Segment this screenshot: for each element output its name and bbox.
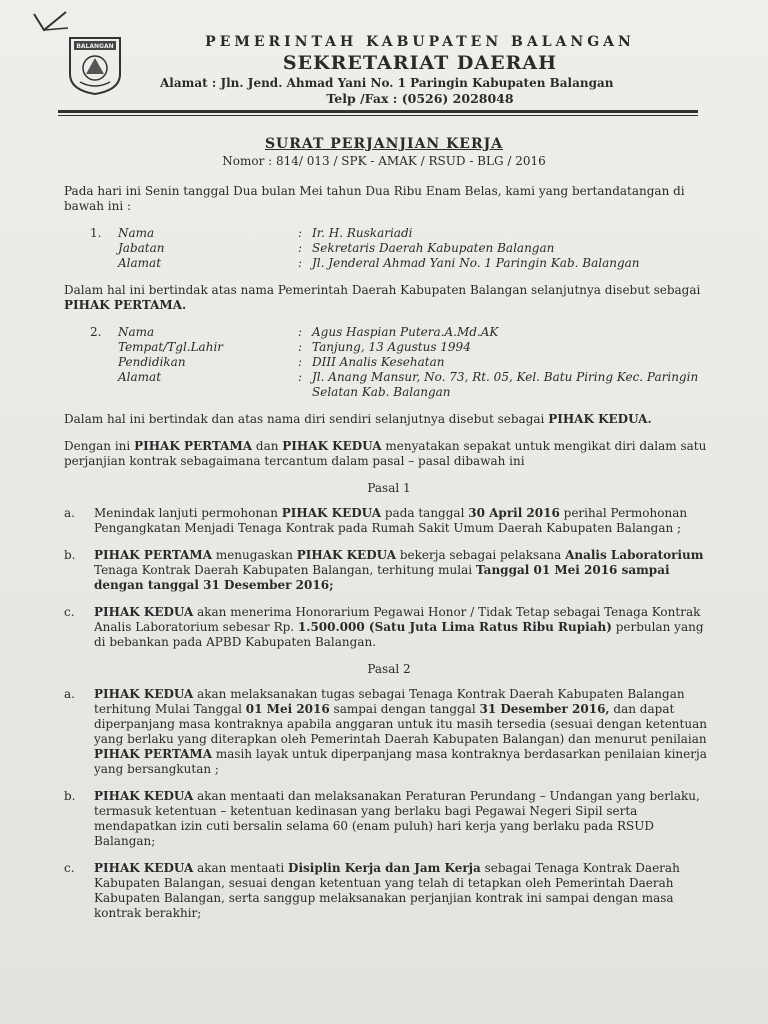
agreement-paragraph: Dengan ini PIHAK PERTAMA dan PIHAK KEDUA menyatakan sepakat untuk mengikat diri dalam satu perjanjian kontrak sebagaimana tercantum dalam pasal – pasal dibawah ini <box>64 439 707 468</box>
pasal-1-heading: Pasal 1 <box>367 481 411 495</box>
department-name: SEKRETARIAT DAERAH <box>282 52 558 74</box>
field-label: Tempat/Tgl.Lahir <box>118 340 224 354</box>
field-label: Alamat <box>118 256 162 270</box>
field-label: Nama <box>118 226 155 240</box>
field-value: Agus Haspian Putera.A.Md.AK <box>312 325 499 339</box>
field-value: Tanjung, 13 Agustus 1994 <box>312 340 471 354</box>
field-value: Jl. Jenderal Ahmad Yani No. 1 Paringin Kab. Balangan <box>312 256 640 270</box>
pasal-1-item-a: a. Menindak lanjuti permohonan PIHAK KEDUA pada tanggal 30 April 2016 perihal Permohonan Pengangkatan Menjadi Tenaga Kontrak pada Rumah Sakit Umum Daerah Kabupaten Balangan ; <box>64 506 688 535</box>
field-value: DIII Analis Kesehatan <box>312 355 445 369</box>
handwritten-checkmark-icon <box>30 8 70 38</box>
field-label: Pendidikan <box>118 355 186 369</box>
balangan-emblem-icon <box>66 34 124 96</box>
party-one-number: 1. <box>90 226 102 240</box>
field-label: Nama <box>118 325 155 339</box>
party-one-statement: Dalam hal ini bertindak atas nama Pemerintah Daerah Kabupaten Balangan selanjutnya disebut sebagai PIHAK PERTAMA. <box>64 283 701 312</box>
document-title: SURAT PERJANJIAN KERJA <box>264 136 504 152</box>
party-two-number: 2. <box>90 325 102 339</box>
party-one-details: 1. Nama : Ir. H. Ruskariadi Jabatan : Sekretaris Daerah Kabupaten Balangan Alamat : Jl. Jenderal Ahmad Yani No. 1 Paringin Kab. Balangan <box>90 226 714 271</box>
letterhead-address: Alamat : Jln. Jend. Ahmad Yani No. 1 Paringin Kabupaten Balangan <box>160 76 614 90</box>
pasal-1-item-c: c. PIHAK KEDUA akan menerima Honorarium Pegawai Honor / Tidak Tetap sebagai Tenaga Kontrak Analis Laboratorium sebesar Rp. 1.500.000 (Satu Juta Lima Ratus Ribu Rupiah) perbulan yang di bebankan pada APBD Kabupaten Balangan. <box>64 605 704 649</box>
party-two-details: 2. Nama : Agus Haspian Putera.A.Md.AK Tempat/Tgl.Lahir : Tanjung, 13 Agustus 1994 Pendidikan : DIII Analis Kesehatan Alamat : Jl. Anang Mansur, No. 73, Rt. 05, Kel. Batu Piring Kec. Paringin Selatan Kab. Balangan <box>90 325 714 400</box>
pasal-2-item-a: a. PIHAK KEDUA akan melaksanakan tugas sebagai Tenaga Kontrak Daerah Kabupaten Balangan terhitung Mulai Tanggal 01 Mei 2016 sampai dengan tanggal 31 Desember 2016, dan dapat diperpanjang masa kontraknya apabila anggaran untuk itu masih tersedia (sesuai dengan ketentuan yang berlaku yang diterapkan oleh Pemerintah Daerah Kabupaten Balangan) dan menurut penilaian PIHAK PERTAMA masih layak untuk diperpanjang masa kontraknya berdasarkan penilaian kinerja yang bersangkutan ; <box>64 687 707 776</box>
pasal-2-item-b: b. PIHAK KEDUA akan mentaati dan melaksanakan Peraturan Perundang – Undangan yang berlaku, termasuk ketentuan – ketentuan kedinasan yang berlaku bagi Pegawai Negeri Sipil serta mendapatkan izin cuti bersalin selama 60 (enam puluh) hari kerja yang berlaku pada RSUD Balangan; <box>64 789 700 848</box>
government-name: PEMERINTAH KABUPATEN BALANGAN <box>205 34 635 50</box>
pasal-1-item-b: b. PIHAK PERTAMA menugaskan PIHAK KEDUA bekerja sebagai pelaksana Analis Laboratorium Tenaga Kontrak Daerah Kabupaten Balangan, terhitung mulai Tanggal 01 Mei 2016 sampai dengan tanggal 31 Desember 2016; <box>64 548 704 592</box>
letterhead-phone: Telp /Fax : (0526) 2028048 <box>326 91 514 106</box>
letterhead-rule-thin <box>58 115 698 116</box>
field-label: Alamat <box>118 370 162 384</box>
opening-paragraph: Pada hari ini Senin tanggal Dua bulan Mei tahun Dua Ribu Enam Belas, kami yang bertandatangan di bawah ini : <box>64 184 685 213</box>
field-value: Ir. H. Ruskariadi <box>312 226 413 240</box>
document-number: Nomor : 814/ 013 / SPK - AMAK / RSUD - BLG / 2016 <box>222 154 546 168</box>
field-value: Jl. Anang Mansur, No. 73, Rt. 05, Kel. Batu Piring Kec. Paringin Selatan Kab. Balangan <box>312 370 699 399</box>
field-value: Sekretaris Daerah Kabupaten Balangan <box>312 241 555 255</box>
pasal-2-heading: Pasal 2 <box>367 662 411 676</box>
field-label: Jabatan <box>118 241 165 255</box>
document-body <box>64 184 714 933</box>
logo-label: BALANGAN <box>76 43 114 50</box>
letterhead <box>140 34 700 106</box>
letterhead-rule <box>58 110 698 113</box>
pasal-2-item-c: c. PIHAK KEDUA akan mentaati Disiplin Kerja dan Jam Kerja sebagai Tenaga Kontrak Daerah Kabupaten Balangan, sesuai dengan ketentuan yang telah di tetapkan oleh Pemerintah Daerah Kabupaten Balangan, serta sanggup melaksanakan perjanjian kontrak ini sampai dengan masa kontrak berakhir; <box>64 861 680 920</box>
party-two-statement: Dalam hal ini bertindak dan atas nama diri sendiri selanjutnya disebut sebagai PIHAK KEDUA. <box>64 412 652 426</box>
